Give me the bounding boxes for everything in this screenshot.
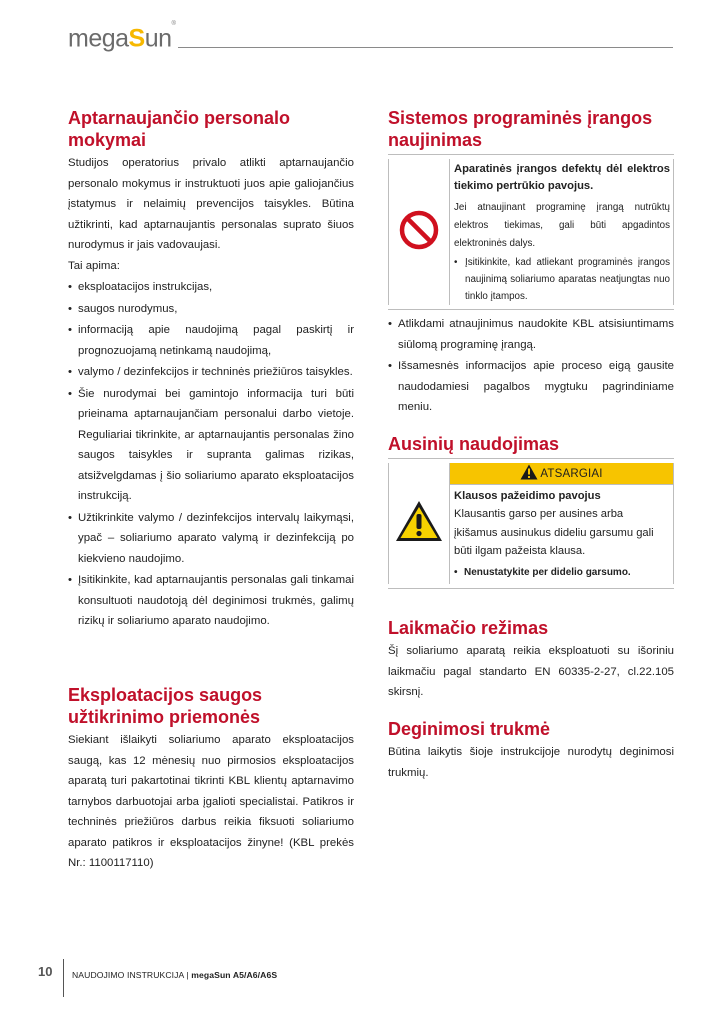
list-item: • Nenustatykite per didelio garsumo.	[454, 562, 669, 584]
section-title: Sistemos programinės įrangos naujinimas	[388, 108, 653, 150]
notice-title: Aparatinės įrangos defektų dėl elektros tiekimo pertrūkio pavojus.	[454, 163, 670, 192]
left-column	[68, 107, 354, 869]
list-item: • saugos nurodymus,	[68, 299, 354, 320]
logo-suffix: un	[144, 24, 172, 53]
notice-bullets	[454, 254, 670, 305]
section-title: Laikmačio režimas	[388, 618, 549, 638]
notice-title: Klausos pažeidimo pavojus	[454, 490, 601, 502]
header-rule	[178, 47, 673, 48]
section-operational-safety	[68, 684, 354, 874]
footer-rule	[63, 959, 64, 997]
section-staff-training	[68, 107, 354, 632]
list-item: • Šie nurodymai bei gamintojo informacija turi būti prieinama aptarnaujančiam personalui darbo vietoje. Reguliariai tikrinkite, ar aptarnaujantis personalas žino saugos taisykles ir supranta galimas rizikas, atsižvelgdamas į šio soliariumo aparato eksploatacijos instrukciją.	[68, 384, 354, 507]
notice-body: Klausantis garso per ausines arba įkišamus ausinukus dideliu garsumu gali būti ilgam pažeista klausa.	[454, 508, 654, 557]
model-label: megaSun A5/A6/A6S	[191, 970, 278, 980]
list-item: • Įsitikinkite, kad aptarnaujantis personalas gali tinkamai konsultuoti naudotoją dėl deginimosi trukmės, galimų rizikų ir soliariumo aparato naudojimo.	[68, 570, 354, 632]
list-item: • Įsitikinkite, kad atliekant programinės įrangos naujinimą soliariumo aparatas neatjungtas nuo tinklo įtampos.	[454, 254, 670, 305]
megasun-logo	[68, 22, 175, 52]
list-item: • valymo / dezinfekcijos ir techninės priežiūros taisykles.	[68, 362, 354, 383]
page-header	[68, 21, 673, 53]
section-headphones	[388, 433, 674, 593]
software-update-list	[388, 314, 674, 418]
notice-text-cell	[450, 463, 674, 584]
section-body: Būtina laikytis šioje instrukcijoje nurodytų deginimosi trukmių.	[388, 746, 674, 779]
section-title: Ausinių naudojimas	[388, 434, 560, 454]
prohibition-icon	[399, 210, 439, 255]
list-item: • eksploatacijos instrukcijas,	[68, 277, 354, 298]
section-intro: Studijos operatorius privalo atlikti aptarnaujančio personalo mokymus ir instruktuoti juos apie galiojančius įstatymus ir nelaimių prevencijos taisykles. Būtina užtikrinti, kad aptarnaujantis personalas suprato šiuos nurodymus ir jais vadovaujasi.	[68, 157, 354, 251]
training-list	[68, 277, 354, 632]
list-item: • informaciją apie naudojimą pagal paskirtį ir prognozuojamą netinkamą naudojimą,	[68, 320, 354, 361]
notice-body: Jei atnaujinant programinę įrangą nutrūktų elektros tiekimas, gali būti apgadintos elektroninės dalys.	[454, 202, 670, 249]
page-number: 10	[38, 964, 53, 979]
caution-signal-bar	[450, 463, 673, 485]
footer-separator: |	[186, 970, 189, 980]
warning-triangle-icon	[520, 464, 540, 483]
registered-mark: ®	[171, 21, 176, 27]
danger-notice	[388, 154, 674, 310]
list-item: • Išsamesnės informacijos apie proceso eigą gausite naudodamiesi pagalbos mygtuku pagrindiniame meniu.	[388, 356, 674, 418]
doc-label: NAUDOJIMO INSTRUKCIJA	[72, 970, 184, 980]
caution-notice	[388, 458, 674, 589]
logo-s: S	[128, 24, 145, 53]
section-timer-mode	[388, 617, 674, 703]
section-title: Deginimosi trukmė	[388, 719, 551, 739]
list-item: • Užtikrinkite valymo / dezinfekcijos intervalų laikymąsi, ypač – soliariumo aparato valymą ir dezinfekciją po kiekvieno naudojimo.	[68, 508, 354, 570]
logo-prefix: mega	[68, 24, 129, 53]
warning-triangle-icon	[394, 499, 444, 548]
right-column	[388, 107, 674, 779]
section-body: Šį soliariumo aparatą reikia eksploatuoti su išoriniu laikmačiu pagal standarto EN 60335-2-27, cl.22.105 skirsnį.	[388, 645, 674, 698]
section-body: Siekiant išlaikyti soliariumo aparato eksploatacijos saugą, kas 12 mėnesių nuo pirmosios eksploatacijos aparatą turi pakartotinai tikrinti KBL klientų aptarnavimo tarnybos darbuotojai arba įgalioti specialistai. Patikros ir techninės priežiūros darbus reikia fiksuoti soliariumo aparato patikros ir eksploatacijos žinyne! (KBL prekės Nr.: 1100117110)	[68, 734, 354, 869]
notice-icon-cell	[388, 463, 450, 584]
includes-label: Tai apima:	[68, 259, 120, 272]
notice-text-cell	[450, 159, 674, 305]
list-item: • Atlikdami atnaujinimus naudokite KBL atsisiuntimams siūlomą programinę įrangą.	[388, 314, 674, 355]
section-software-update	[388, 107, 674, 418]
section-title: Aptarnaujančio personalo mokymai	[68, 108, 291, 150]
notice-icon-cell	[388, 159, 450, 305]
notice-bullets	[454, 562, 669, 584]
section-title: Eksploatacijos saugos užtikrinimo priemonės	[68, 685, 263, 727]
signal-word: ATSARGIAI	[540, 467, 603, 480]
footer-label	[72, 970, 277, 980]
section-tanning-duration	[388, 718, 674, 783]
